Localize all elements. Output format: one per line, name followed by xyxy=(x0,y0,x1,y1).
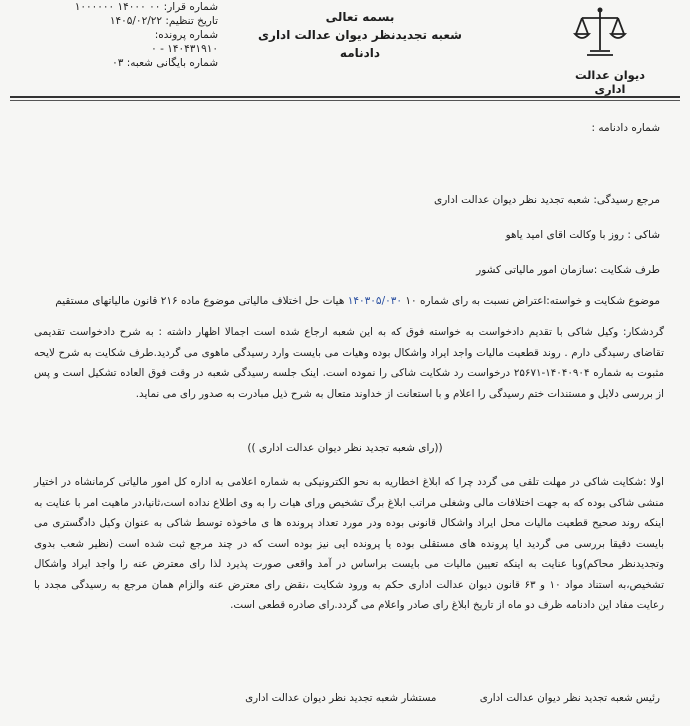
defendant: طرف شکایت :سازمان امور مالیاتی کشور xyxy=(476,264,660,276)
scales-of-justice-icon xyxy=(572,4,628,60)
subject-number: ۱۴۰۳۰۵/۰۳۰ xyxy=(347,295,403,307)
signature-advisor: مستشار شعبه تجدید نظر دیوان عدالت اداری xyxy=(245,692,437,704)
verdict-label: دادنامه xyxy=(339,46,381,60)
header-title-block xyxy=(250,8,470,62)
meta-line: شماره پرونده: xyxy=(154,29,218,41)
verdict-number: شماره دادنامه : xyxy=(591,122,660,134)
meta-line: شماره قرار: ۰۰ ۱۴۰۰۰ ۱۰۰۰۰۰۰ xyxy=(74,1,218,13)
proceedings-paragraph: گردشکار: وکیل شاکی با تقدیم دادخواست به خواسته فوق که به این شعبه ارجاع شده است اجمالا اظهار داشته : به شرح دادخواست تقدیمی تقاضای رسیدگی دارم . روند قطعیت مالیات واجد ایراد واشکال بوده وهیات می بایست وارد رسیدگی ماهوی می گردید.طرف شکایت به شرح لایحه مثبوت به شماره ۱۴۰۴۰۹۰۴-۲۵۶۷۱ درخواست رد شکایت شاکی را نموده است. اینک جلسه رسیدگی شعبه در وقت فوق العاده تشکیل است و پس از بررسی دلایل و مستندات ختم رسیدگی را اعلام و با استعانت از خداوند متعال به شرح ذیل مبادرت به صدور رای می نماید. xyxy=(34,326,664,400)
meta-line: تاریخ تنظیم: ۱۴۰۵/۰۲/۲۲ xyxy=(109,15,218,27)
subject-prefix: موضوع شکایت و خواسته:اعتراض نسبت به رای شماره ۱۰ xyxy=(405,295,660,307)
verdict-paragraph: اولا :شکایت شاکی در مهلت تلقی می گردد چرا که ابلاغ اخطاریه به نحو الکترونیکی به شماره اعلامی به اداره کل امور مالیاتی کرمانشاه در اختیار منشی شاکی بوده که به جهت اختلافات مالی وشغلی مراتب ابلاغ برگ تشخیص ورای هیات را به وی اطلاع نداده است،ثانیا،در ماهیت امر با عنایت به اینکه روند صحیح قطعیت مالیات محل ایراد واشکال قانونی بوده ودر مورد تعداد پرونده ها ی ماخوذه توسط شاکی به عنوان وکیل دادگستری می بایست دقیقا بررسی می گردید ایا پرونده های مستقلی بوده یا پرونده ایی نیز بوده است که در چند مرجع ثبت شده است (نظیر شعب بدوی وتجدیدنظر محاکم)وبا عنایت به اینکه تعیین مالیات می بایست براساس در آمد واقعی صورت پذیرد لذا رای معترض عنه را واجد ایراد واشکال تشخیص،به استناد مواد ۱۰ و ۶۳ قانون دیوان عدالت اداری حکم به ورود شکایت ،نقض رای معترض عنه والزام همان مرجع به رسیدگی مجدد با رعایت مفاد این دادنامه ظرف دو ماه از تاریخ ابلاغ رای صادر واعلام می گردد.رای صادره قطعی است. xyxy=(34,476,664,611)
signature-head: رئیس شعبه تجدید نظر دیوان عدالت اداری xyxy=(479,692,660,704)
subject-suffix: هیات حل اختلاف مالیاتی موضوع ماده ۲۱۶ قانون مالیاتهای مستقیم xyxy=(55,295,345,307)
verdict-title: ((رای شعبه تجدید نظر دیوان عدالت اداری )) xyxy=(247,442,443,454)
branch-line: شعبه تجدیدنظر دیوان عدالت اداری xyxy=(258,28,462,42)
signature-row xyxy=(205,692,660,704)
bismillah: بسمه تعالی xyxy=(325,10,395,24)
organization-name: دیوان عدالت اداری xyxy=(574,68,646,96)
plaintiff: شاکی : روز با وکالت اقای امید یاهو xyxy=(505,229,660,241)
reference-authority: مرجع رسیدگی: شعبه تجدید نظر دیوان عدالت اداری xyxy=(434,194,660,206)
header-divider-thin xyxy=(10,100,680,101)
meta-line: ۱۴۰۴۳۱۹۱۰ - ۰ xyxy=(151,43,218,55)
header-divider xyxy=(10,96,680,98)
subject-line xyxy=(55,295,660,307)
header-metadata xyxy=(58,0,218,70)
meta-line: شماره بایگانی شعبه: ۰۳ xyxy=(112,57,218,69)
